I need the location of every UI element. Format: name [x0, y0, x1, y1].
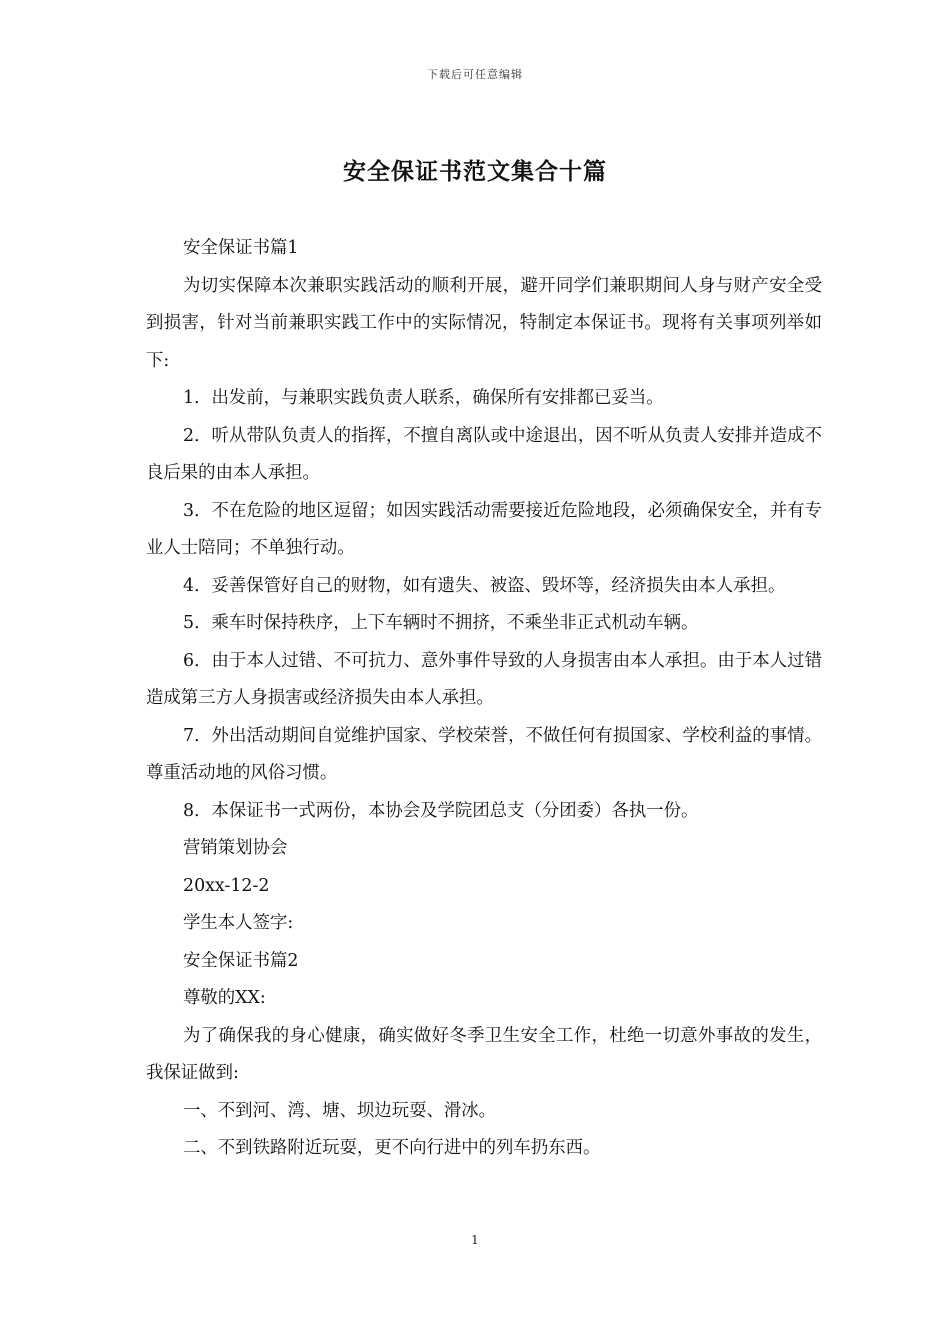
document-title: 安全保证书范文集合十篇 — [343, 158, 607, 185]
section-heading-2: 安全保证书篇2 — [183, 950, 299, 971]
signature-date: 20xx-12-2 — [183, 875, 270, 896]
page-number: 1 — [471, 1233, 479, 1247]
clause-5: 5．乘车时保持秩序，上下车辆时不拥挤，不乘坐非正式机动车辆。 — [183, 613, 699, 633]
clause-4: 4．妥善保管好自己的财物，如有遗失、被盗、毁坏等，经济损失由本人承担。 — [183, 575, 786, 596]
organization-signature: 营销策划协会 — [183, 838, 288, 858]
clause-7: 7．外出活动期间自觉维护国家、学校荣誉，不做任何有损国家、学校利益的事情。尊重活动地的风俗习惯。 — [146, 725, 822, 783]
header-note: 下载后可任意编辑 — [427, 68, 523, 81]
student-signature-label: 学生本人签字: — [183, 913, 294, 933]
pledge-item-1: 一、不到河、湾、塘、坝边玩耍、滑冰。 — [183, 1100, 497, 1121]
pledge-intro: 为了确保我的身心健康，确实做好冬季卫生安全工作，杜绝一切意外事故的发生，我保证做到: — [146, 1025, 822, 1083]
clause-1: 1．出发前，与兼职实践负责人联系，确保所有安排都已妥当。 — [183, 388, 664, 408]
clause-8: 8．本保证书一式两份，本协会及学院团总支（分团委）各执一份。 — [183, 800, 699, 821]
clause-2: 2．听从带队负责人的指挥，不擅自离队或中途退出，因不听从负责人安排并造成不良后果的由本人承担。 — [146, 425, 822, 483]
document-body — [146, 230, 822, 1168]
intro-paragraph: 为切实保障本次兼职实践活动的顺利开展，避开同学们兼职期间人身与财产安全受到损害，针对当前兼职实践工作中的实际情况，特制定本保证书。现将有关事项列举如下: — [146, 275, 822, 371]
clause-3: 3．不在危险的地区逗留；如因实践活动需要接近危险地段，必须确保安全，并有专业人士陪同；不单独行动。 — [146, 500, 822, 558]
pledge-item-2: 二、不到铁路附近玩耍，更不向行进中的列车扔东西。 — [183, 1138, 601, 1158]
section-heading-1: 安全保证书篇1 — [183, 238, 299, 258]
salutation: 尊敬的XX: — [183, 988, 266, 1008]
clause-6: 6．由于本人过错、不可抗力、意外事件导致的人身损害由本人承担。由于本人过错造成第三方人身损害或经济损失由本人承担。 — [146, 650, 822, 708]
